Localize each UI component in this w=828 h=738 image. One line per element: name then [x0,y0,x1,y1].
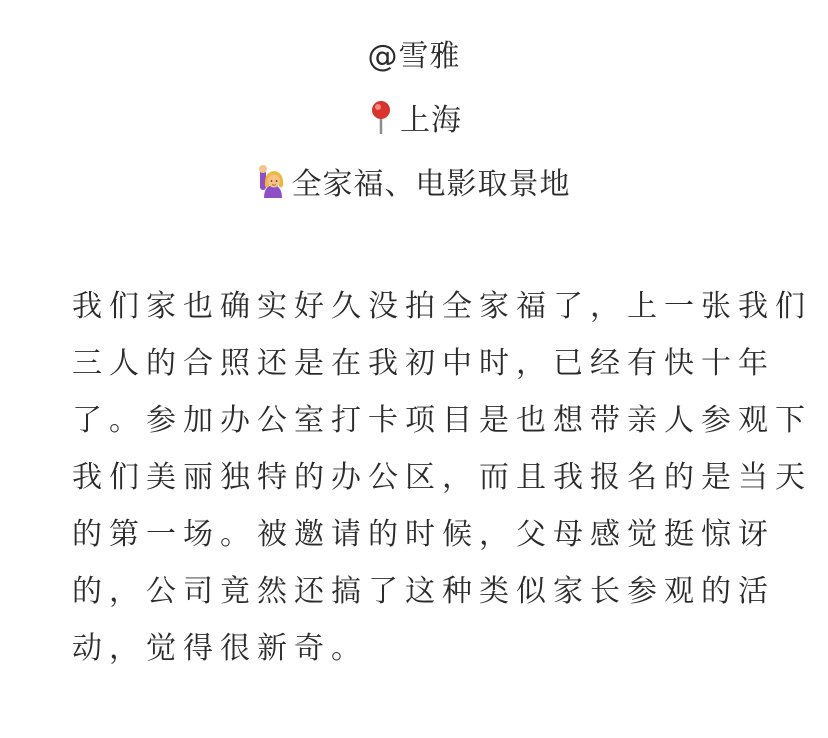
body-line: 的，公司竟然还搞了这种类似家长参观的活 [72,574,775,609]
location-text: 上海 [400,103,462,138]
body-line: 我们家也确实好久没拍全家福了，上一张我们 [72,289,812,324]
tags-line [0,162,828,226]
body-line: 了。参加办公室打卡项目是也想带亲人参观下 [72,403,812,438]
round-pushpin-icon [366,100,396,134]
author-name: @雪雅 [367,39,461,74]
body-line: 的第一场。被邀请的时候，父母感觉挺惊讶 [72,517,775,552]
post-header [0,34,828,226]
article-body [72,282,812,681]
tags-text: 全家福、电影取景地 [291,167,571,202]
author-line [0,34,828,98]
location-line [0,98,828,162]
body-line: 动，觉得很新奇。 [72,631,368,666]
body-line: 三人的合照还是在我初中时，已经有快十年 [72,346,775,381]
person-raising-hand-icon [258,164,288,198]
body-line: 我们美丽独特的办公区，而且我报名的是当天 [72,460,812,495]
